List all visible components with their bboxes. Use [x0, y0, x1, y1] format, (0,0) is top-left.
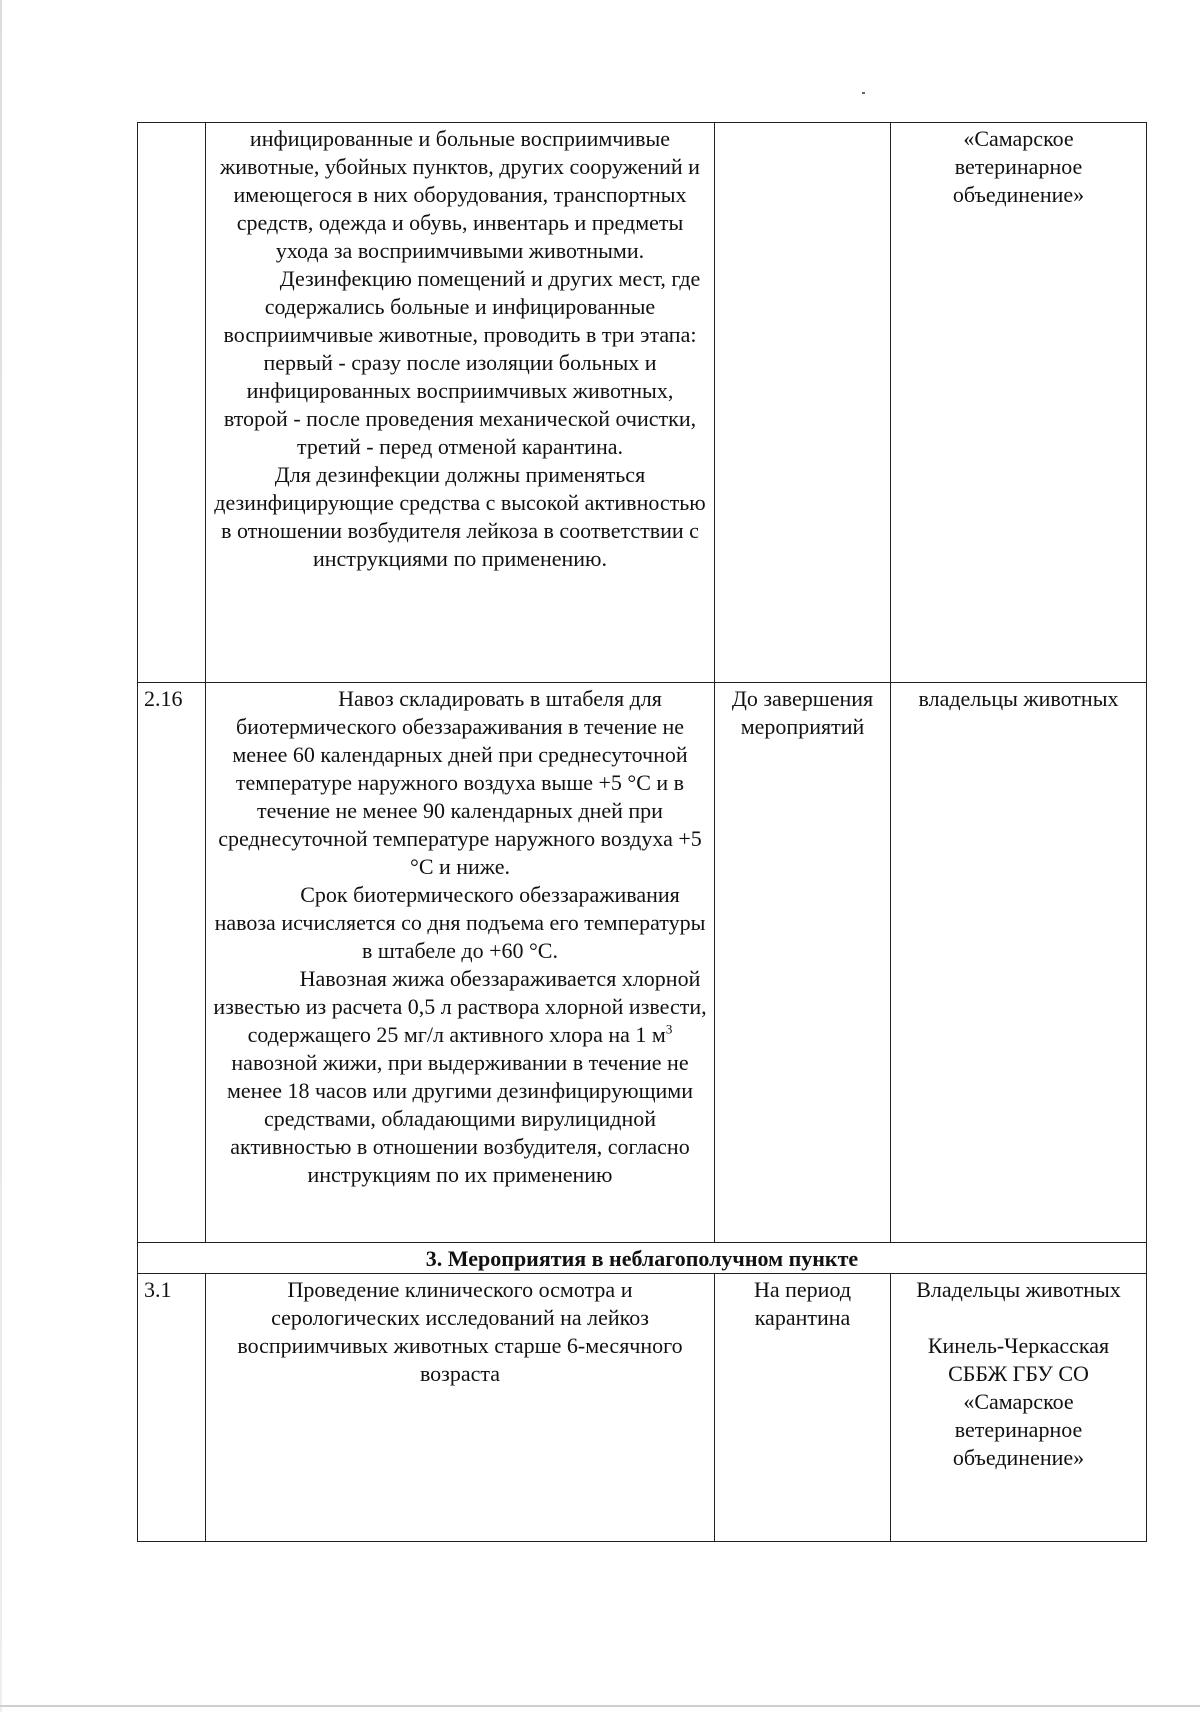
deadline-cell: До завершения мероприятий	[715, 683, 891, 1243]
scan-left-edge	[0, 0, 2, 1712]
responsible-cell: «Самарское ветеринарное объединение»	[891, 123, 1147, 683]
section-heading-row	[138, 1243, 1147, 1274]
deadline-cell: На период карантина	[715, 1274, 891, 1542]
measure-paragraph: Срок биотермического обеззараживания навоза исчисляется со дня подъема его температуры в штабеле до +60 °С.	[214, 882, 706, 963]
responsible-cell: владельцы животных	[891, 683, 1147, 1243]
section-heading: 3. Мероприятия в неблагополучном пункте	[138, 1243, 1147, 1274]
measure-paragraph	[212, 965, 708, 1189]
measure-paragraph: инфицированные и больные восприимчивые животные, убойных пунктов, других сооружений и имеющегося в них оборудования, транспортных средств, одежда и обувь, инвентарь и предметы ухода за восприимчивыми животными.	[220, 126, 700, 263]
spacer	[897, 1304, 1140, 1332]
measure-text: навозной жижи, при выдерживании в течение не менее 18 часов или другими дезинфицирующими средствами, обладающими вирулицидной активностью в отношении возбудителя, согласно инструкциям по их применению	[227, 1050, 693, 1187]
scan-dot	[862, 92, 865, 94]
measure-paragraph: Дезинфекцию помещений и других мест, где содержались больные и инфицированные восприимчивые животные, проводить в три этапа: первый - сразу после изоляции больных и инфицированных восприимчивых животных, второй - после проведения механической очистки, третий - перед отменой карантина.	[223, 266, 701, 459]
measure-paragraph: Для дезинфекции должны применяться дезинфицирующие средства с высокой активностью в отношении возбудителя лейкоза в соответствии с инструкциями по применению.	[214, 462, 706, 571]
measure-text: Навозная жижа обеззараживается хлорной известью из расчета 0,5 л раствора хлорной извести, содержащего 25 мг/л активного хлора на 1 м	[213, 966, 707, 1047]
responsible-owner: Владельцы животных	[916, 1277, 1121, 1302]
table-row-3-1	[138, 1274, 1147, 1542]
measure-description-cell	[206, 123, 715, 683]
row-number-cell	[138, 123, 206, 683]
row-number-cell: 3.1	[138, 1274, 206, 1542]
row-number-cell: 2.16	[138, 683, 206, 1243]
responsible-organization: Кинель-Черкасская СББЖ ГБУ СО «Самарское ветеринарное объединение»	[927, 1333, 1110, 1470]
measures-table	[137, 122, 1147, 1542]
scan-bottom-edge	[0, 1705, 1200, 1707]
measure-description-cell	[206, 683, 715, 1243]
measure-paragraph: Навоз складировать в штабеля для биотермического обеззараживания в течение не менее 60 календарных дней при среднесуточной температуре наружного воздуха выше +5 °С и в течение не менее 90 календарных дней при среднесуточной температуре наружного воздуха +5 °С и ниже.	[218, 686, 702, 879]
responsible-cell	[891, 1274, 1147, 1542]
table-row-continuation	[138, 123, 1147, 683]
measure-description-cell: Проведение клинического осмотра и серологических исследований на лейкоз восприимчивых животных старше 6-месячного возраста	[206, 1274, 715, 1542]
measures-table-frame	[137, 122, 1146, 1542]
deadline-cell	[715, 123, 891, 683]
superscript-3: 3	[665, 1021, 673, 1037]
table-row-2-16	[138, 683, 1147, 1243]
